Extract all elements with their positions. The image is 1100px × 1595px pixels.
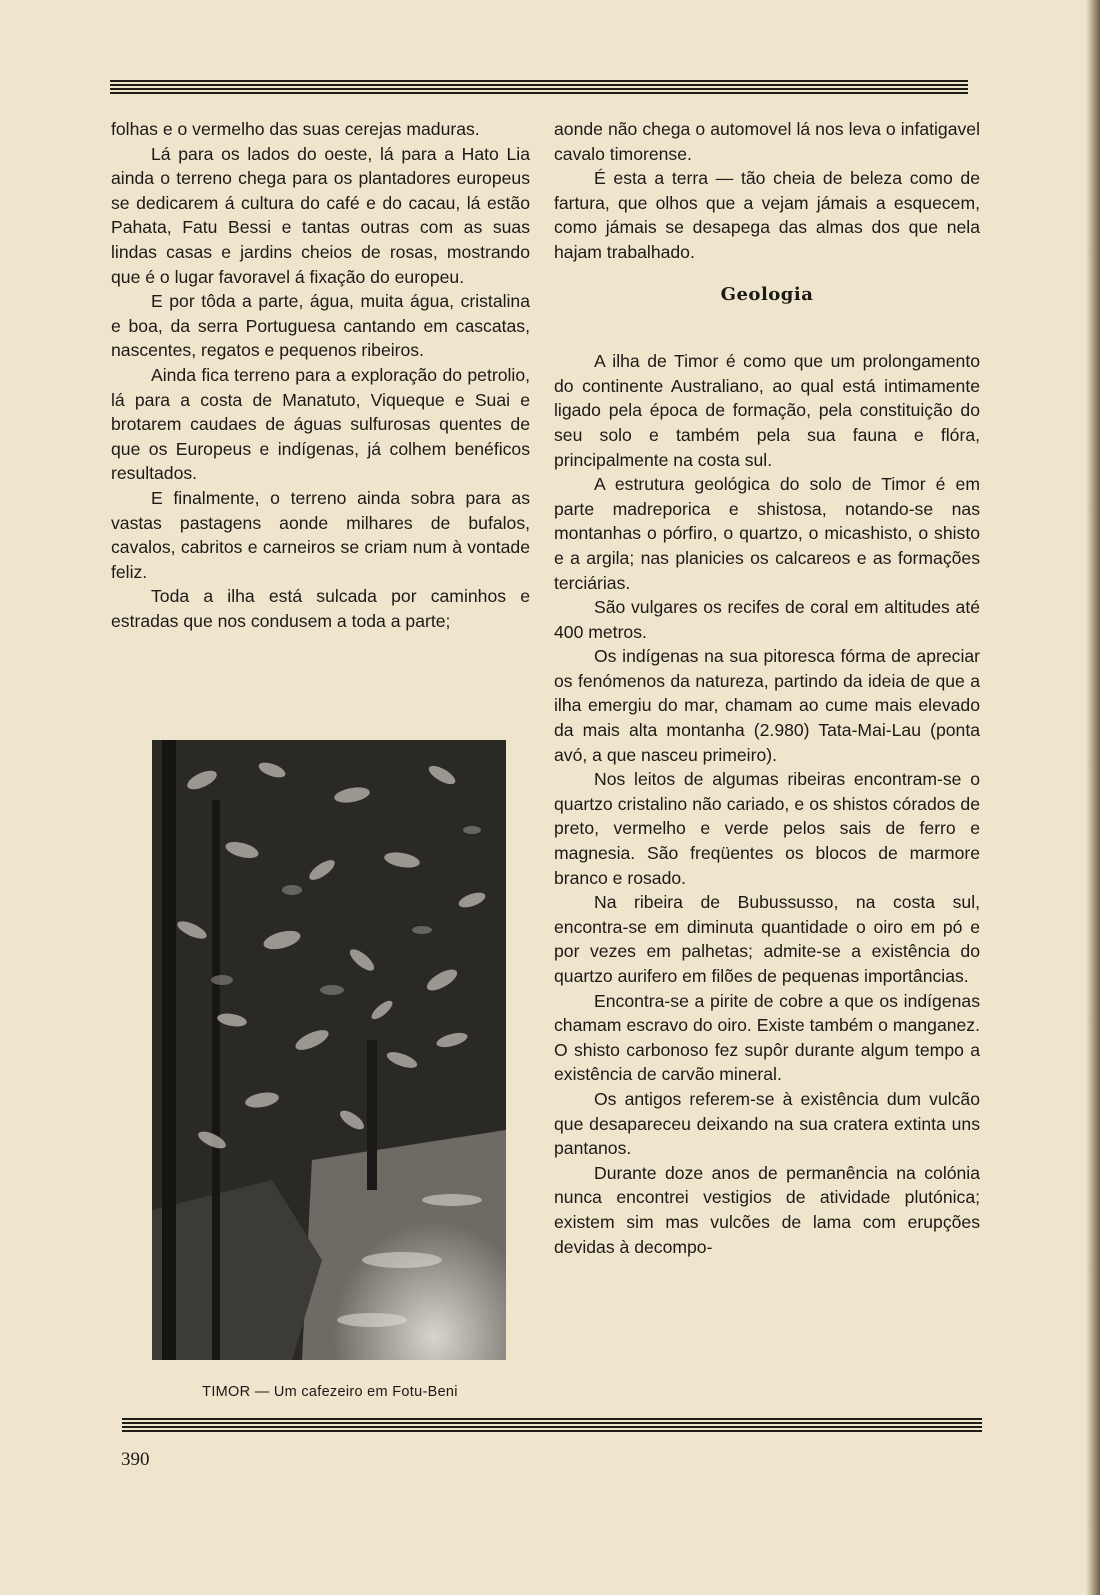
paragraph: Encontra-se a pirite de cobre a que os indígenas chamam escravo do oiro. Existe também o manganez. O shisto carbonoso fez supôr durante algum tempo a existência de carvão mineral. bbox=[554, 990, 980, 1085]
paragraph: A estrutura geológica do solo de Timor é em parte madreporica e shistosa, notando-se nas montanhas o pórfiro, o quartzo, o micashisto, o shisto e a argila; nas planicies os calcareos e as formações terciárias. bbox=[554, 474, 980, 593]
right-column bbox=[554, 117, 980, 1259]
left-column bbox=[111, 117, 530, 633]
paragraph: Os indígenas na sua pitoresca fórma de apreciar os fenómenos da natureza, partindo da ideia de que a ilha emergiu do mar, chamam ao cume mais elevado da mais alta montanha (2.980) Tata-Mai-Lau (ponta avó, a que nasceu primeiro). bbox=[554, 646, 980, 765]
paragraph: Durante doze anos de permanência na colónia nunca encontrei vestigios de atividade plutónica; existem sim mas vulcões de lama com erupções devidas à decompo- bbox=[554, 1162, 980, 1257]
paragraph: folhas e o vermelho das suas cerejas maduras. bbox=[111, 119, 480, 139]
paragraph: Na ribeira de Bubussusso, na costa sul, encontra-se em diminuta quantidade o oiro em pó e por vezes em palhetas; admite-se a existência do quartzo aurifero em filões de pequenas importâncias. bbox=[554, 892, 980, 986]
top-rule bbox=[110, 80, 968, 96]
paragraph: Toda a ilha está sulcada por caminhos e estradas que nos condusem a toda a parte; bbox=[111, 586, 530, 631]
paragraph: Os antigos referem-se à existência dum vulcão que desapareceu deixando na sua cratera extinta uns pantanos. bbox=[554, 1088, 980, 1159]
paragraph: E finalmente, o terreno ainda sobra para as vastas pastagens aonde milhares de bufalos, cavalos, cabritos e carneiros se criam num à vontade feliz. bbox=[111, 487, 530, 582]
paragraph: Nos leitos de algumas ribeiras encontram-se o quartzo cristalino não cariado, e os shistos córados de preto, vermelho e verde pelos sais de ferro e magnesia. São freqüentes os blocos de marmore branco e rosado. bbox=[554, 769, 980, 888]
paragraph: São vulgares os recifes de coral em altitudes até 400 metros. bbox=[554, 597, 980, 642]
coffee-tree-photo bbox=[152, 740, 506, 1360]
paragraph: É esta a terra — tão cheia de beleza como de fartura, que olhos que a vejam jámais a esquecem, como jámais se desapega das almas dos que nela hajam trabalhado. bbox=[554, 168, 980, 262]
bottom-rule bbox=[122, 1418, 982, 1434]
page-number: 390 bbox=[121, 1449, 150, 1470]
photo-caption: TIMOR — Um cafezeiro em Fotu-Beni bbox=[202, 1384, 458, 1400]
paragraph: Lá para os lados do oeste, lá para a Hato Lia ainda o terreno chega para os plantadores europeus se dedicarem á cultura do café e do cacau, lá estão Pahata, Fatu Bessi e tantas outras com as suas lindas casas e jardins cheios de rosas, mostrando que é o lugar favoravel á fixação do europeu. bbox=[111, 143, 530, 287]
section-heading: Geologia bbox=[720, 283, 814, 305]
paragraph: Ainda fica terreno para a exploração do petrolio, lá para a costa de Manatuto, Viqueque e Suai e brotarem caudaes de águas sulfurosas quentes de que os Europeus e indígenas, já colhem benéficos resultados. bbox=[111, 364, 530, 484]
page-edge-shadow bbox=[1086, 0, 1100, 1595]
paragraph: E por tôda a parte, água, muita água, cristalina e boa, da serra Portuguesa cantando em cascatas, nascentes, regatos e pequenos ribeiros. bbox=[111, 291, 530, 361]
paragraph: aonde não chega o automovel lá nos leva o infatigavel cavalo timorense. bbox=[554, 119, 980, 164]
paragraph: A ilha de Timor é como que um prolongamento do continente Australiano, ao qual está intimamente ligado pela época de formação, pela constituição do seu solo e também pela sua fauna e flóra, principalmente na costa sul. bbox=[554, 351, 980, 470]
